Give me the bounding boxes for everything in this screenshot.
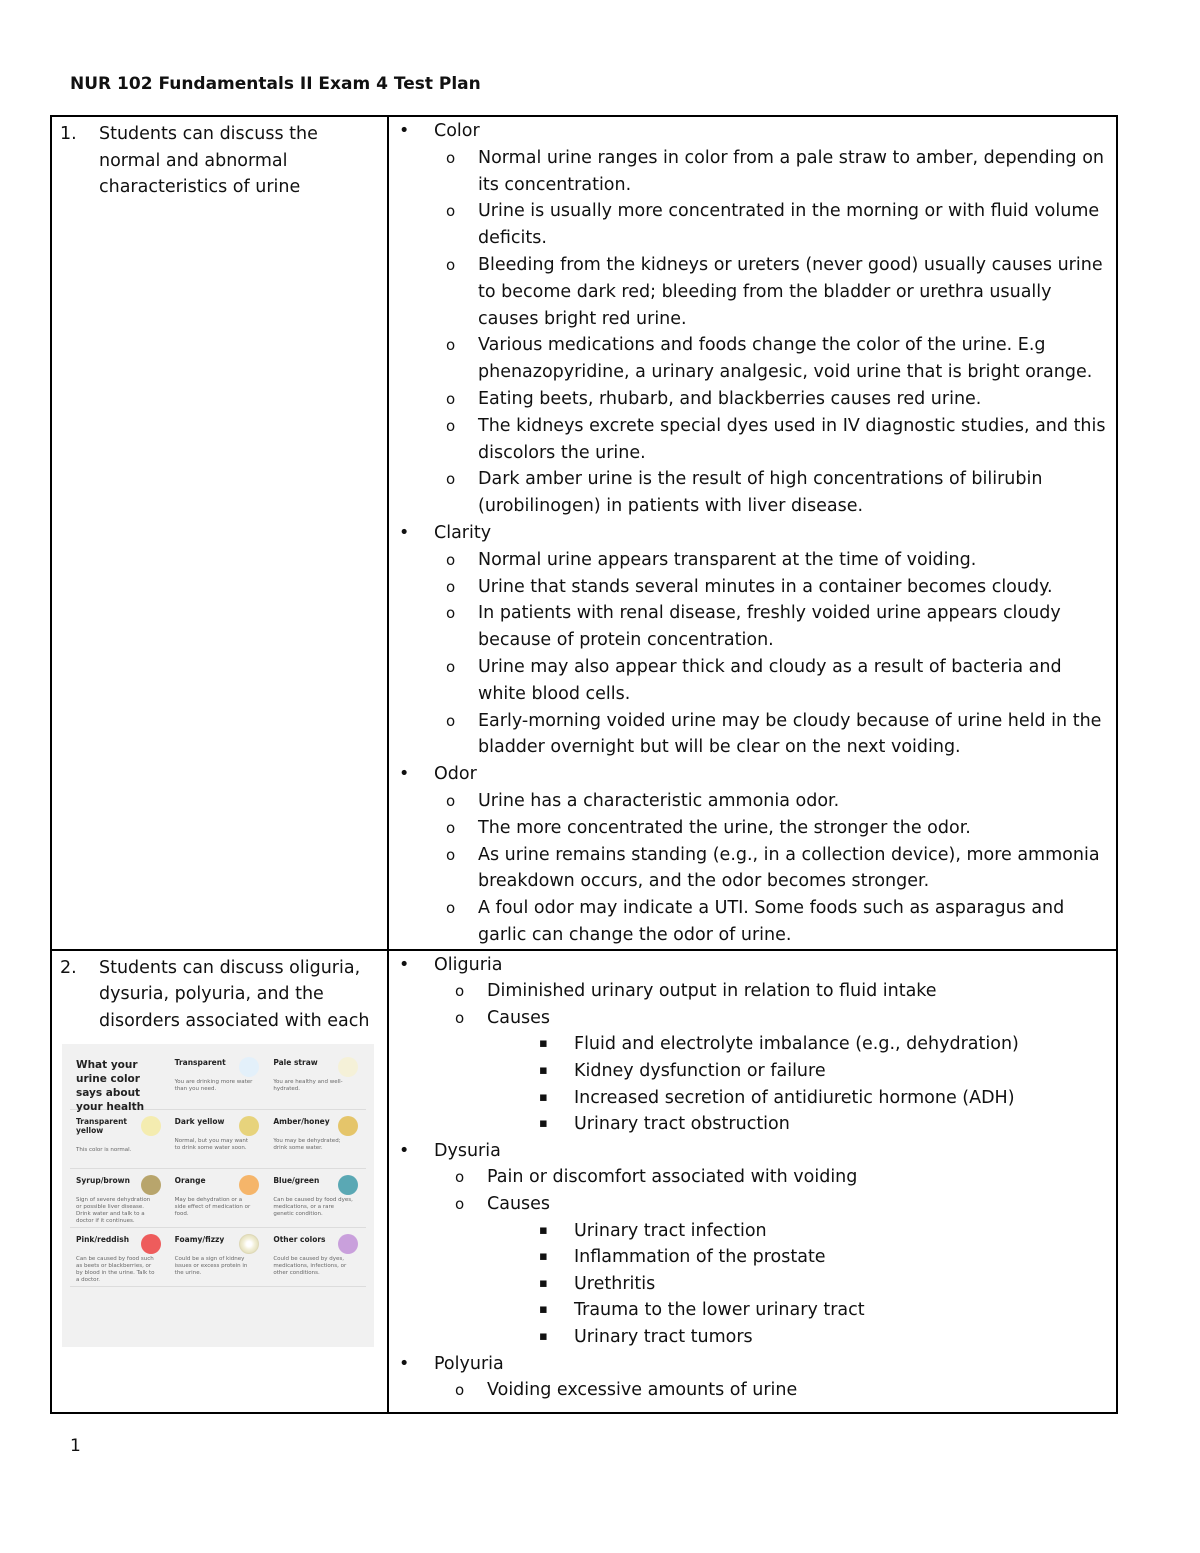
list-item: o Dark amber urine is the result of high concentrations of bilirubin (urobilinogen) in patients with liver disease. xyxy=(434,466,1108,520)
list-item: o Voiding excessive amounts of urine xyxy=(434,1377,1108,1404)
list-item: o Diminished urinary output in relation to fluid intake xyxy=(434,978,1108,1005)
color-swatch-item xyxy=(70,1111,169,1169)
topic-heading: Clarity xyxy=(434,522,492,543)
objective-text: Students can discuss oliguria, dysuria, polyuria, and the disorders associated with each xyxy=(99,957,370,1031)
objective-number: 1. xyxy=(60,124,77,144)
color-dot-icon xyxy=(338,1116,358,1136)
topic-heading: Oliguria xyxy=(434,954,503,975)
list-item: o Urine is usually more concentrated in the morning or with fluid volume deficits. xyxy=(434,198,1108,252)
list-item: o The kidneys excrete special dyes used in IV diagnostic studies, and this discolors the urine. xyxy=(434,413,1108,467)
swatch-description: Can be caused by food such as beets or blackberries, or by blood in the urine. Talk to a doctor. xyxy=(76,1256,155,1284)
swatch-label: Dark yellow xyxy=(174,1117,225,1127)
swatch-label: Blue/green xyxy=(273,1176,320,1186)
causes-label: Causes xyxy=(487,1007,551,1028)
swatch-description: You may be dehydrated; drink some water. xyxy=(273,1138,341,1152)
color-swatch-item xyxy=(267,1170,366,1228)
urine-color-infographic xyxy=(62,1044,374,1347)
list-item: ▪ Kidney dysfunction or failure xyxy=(487,1058,1108,1085)
color-swatch-item xyxy=(169,1229,268,1287)
color-dot-icon xyxy=(239,1234,259,1254)
color-swatch-item xyxy=(70,1229,169,1287)
color-swatch-item xyxy=(267,1229,366,1287)
list-item: o Pain or discomfort associated with voiding xyxy=(434,1164,1108,1191)
list-item: ▪ Urinary tract tumors xyxy=(487,1324,1108,1351)
color-dot-icon xyxy=(141,1234,161,1254)
topic-odor xyxy=(399,761,1108,949)
causes-label: Causes xyxy=(487,1194,551,1215)
table-row xyxy=(51,950,1117,1413)
list-item: o Normal urine appears transparent at the time of voiding. xyxy=(434,547,1108,574)
swatch-label: Syrup/brown xyxy=(76,1176,130,1186)
topic-dysuria xyxy=(399,1138,1108,1351)
list-item xyxy=(434,1191,1108,1351)
objective-cell xyxy=(51,950,388,1413)
list-item: ▪ Urethritis xyxy=(487,1271,1108,1298)
swatch-description: Could be caused by dyes, medications, infections, or other conditions. xyxy=(273,1256,347,1277)
swatch-description: You are healthy and well-hydrated. xyxy=(273,1079,343,1093)
topic-heading: Dysuria xyxy=(434,1140,501,1161)
swatch-description: Could be a sign of kidney issues or excess protein in the urine. xyxy=(174,1256,248,1277)
test-plan-table xyxy=(50,115,1118,1414)
list-item: o Urine may also appear thick and cloudy as a result of bacteria and white blood cells. xyxy=(434,654,1108,708)
color-swatch-item xyxy=(267,1111,366,1169)
list-item: o Normal urine ranges in color from a pale straw to amber, depending on its concentration. xyxy=(434,145,1108,199)
color-dot-icon xyxy=(239,1057,259,1077)
color-dot-icon xyxy=(141,1116,161,1136)
list-item: o In patients with renal disease, freshly voided urine appears cloudy because of protein concentration. xyxy=(434,600,1108,654)
list-item: o Eating beets, rhubarb, and blackberries causes red urine. xyxy=(434,386,1108,413)
swatch-description: You are drinking more water than you need. xyxy=(174,1079,253,1093)
topic-heading: Odor xyxy=(434,764,477,785)
topic-heading: Polyuria xyxy=(434,1353,504,1374)
list-item: o As urine remains standing (e.g., in a collection device), more ammonia breakdown occurs, and the odor becomes stronger. xyxy=(434,842,1108,896)
list-item: o The more concentrated the urine, the stronger the odor. xyxy=(434,815,1108,842)
color-dot-icon xyxy=(338,1234,358,1254)
color-dot-icon xyxy=(141,1175,161,1195)
list-item: ▪ Inflammation of the prostate xyxy=(487,1244,1108,1271)
page-title: NUR 102 Fundamentals II Exam 4 Test Plan xyxy=(70,74,481,94)
list-item: o Urine has a characteristic ammonia odor. xyxy=(434,788,1108,815)
color-swatch-item xyxy=(267,1052,366,1110)
swatch-label: Amber/honey xyxy=(273,1117,330,1127)
content-cell xyxy=(388,116,1117,950)
swatch-description: Normal, but you may want to drink some water soon. xyxy=(174,1138,249,1152)
color-dot-icon xyxy=(338,1057,358,1077)
swatch-label: Pale straw xyxy=(273,1058,318,1068)
color-swatch-item xyxy=(70,1170,169,1228)
topic-color xyxy=(399,118,1108,520)
swatch-label: Transparent xyxy=(174,1058,226,1068)
list-item: o Bleeding from the kidneys or ureters (never good) usually causes urine to become dark red; bleeding from the bladder or urethra usually causes bright red urine. xyxy=(434,252,1108,332)
topic-clarity xyxy=(399,520,1108,761)
objective-cell xyxy=(51,116,388,950)
swatch-description: Sign of severe dehydration or possible liver disease. Drink water and talk to a doctor if it continues. xyxy=(76,1197,151,1225)
table-row xyxy=(51,116,1117,950)
swatch-description: Can be caused by food dyes, medications, or a rare genetic condition. xyxy=(273,1197,353,1218)
color-dot-icon xyxy=(239,1175,259,1195)
list-item: o Various medications and foods change the color of the urine. E.g phenazopyridine, a urinary analgesic, void urine that is bright orange. xyxy=(434,332,1108,386)
swatch-label: Pink/reddish xyxy=(76,1235,130,1245)
swatch-label: Other colors xyxy=(273,1235,326,1245)
list-item: ▪ Urinary tract obstruction xyxy=(487,1111,1108,1138)
list-item xyxy=(434,1005,1108,1138)
list-item: o A foul odor may indicate a UTI. Some foods such as asparagus and garlic can change the odor of urine. xyxy=(434,895,1108,949)
list-item: ▪ Increased secretion of antidiuretic hormone (ADH) xyxy=(487,1085,1108,1112)
color-swatch-item xyxy=(169,1052,268,1110)
list-item: ▪ Urinary tract infection xyxy=(487,1218,1108,1245)
color-dot-icon xyxy=(239,1116,259,1136)
color-swatch-item xyxy=(169,1170,268,1228)
swatch-label: Foamy/fizzy xyxy=(174,1235,225,1245)
swatch-label: Transparent yellow xyxy=(76,1117,127,1136)
color-swatch-item xyxy=(169,1111,268,1169)
page-number: 1 xyxy=(70,1436,81,1456)
swatch-description: May be dehydration or a side effect of medication or food. xyxy=(174,1197,251,1218)
list-item: ▪ Trauma to the lower urinary tract xyxy=(487,1297,1108,1324)
infographic-heading: What your urine color says about your health xyxy=(70,1052,169,1110)
topic-heading: Color xyxy=(434,121,480,141)
swatch-description: This color is normal. xyxy=(76,1147,132,1154)
topic-polyuria xyxy=(399,1351,1108,1404)
list-item: o Early-morning voided urine may be cloudy because of urine held in the bladder overnight but will be clear on the next voiding. xyxy=(434,708,1108,762)
swatch-label: Orange xyxy=(174,1176,206,1186)
objective-text: Students can discuss the normal and abnormal characteristics of urine xyxy=(99,124,318,197)
list-item: ▪ Fluid and electrolyte imbalance (e.g., dehydration) xyxy=(487,1031,1108,1058)
list-item: o Urine that stands several minutes in a container becomes cloudy. xyxy=(434,574,1108,601)
color-dot-icon xyxy=(338,1175,358,1195)
content-cell xyxy=(388,950,1117,1413)
topic-oliguria xyxy=(399,952,1108,1138)
objective-number: 2. xyxy=(60,957,77,978)
